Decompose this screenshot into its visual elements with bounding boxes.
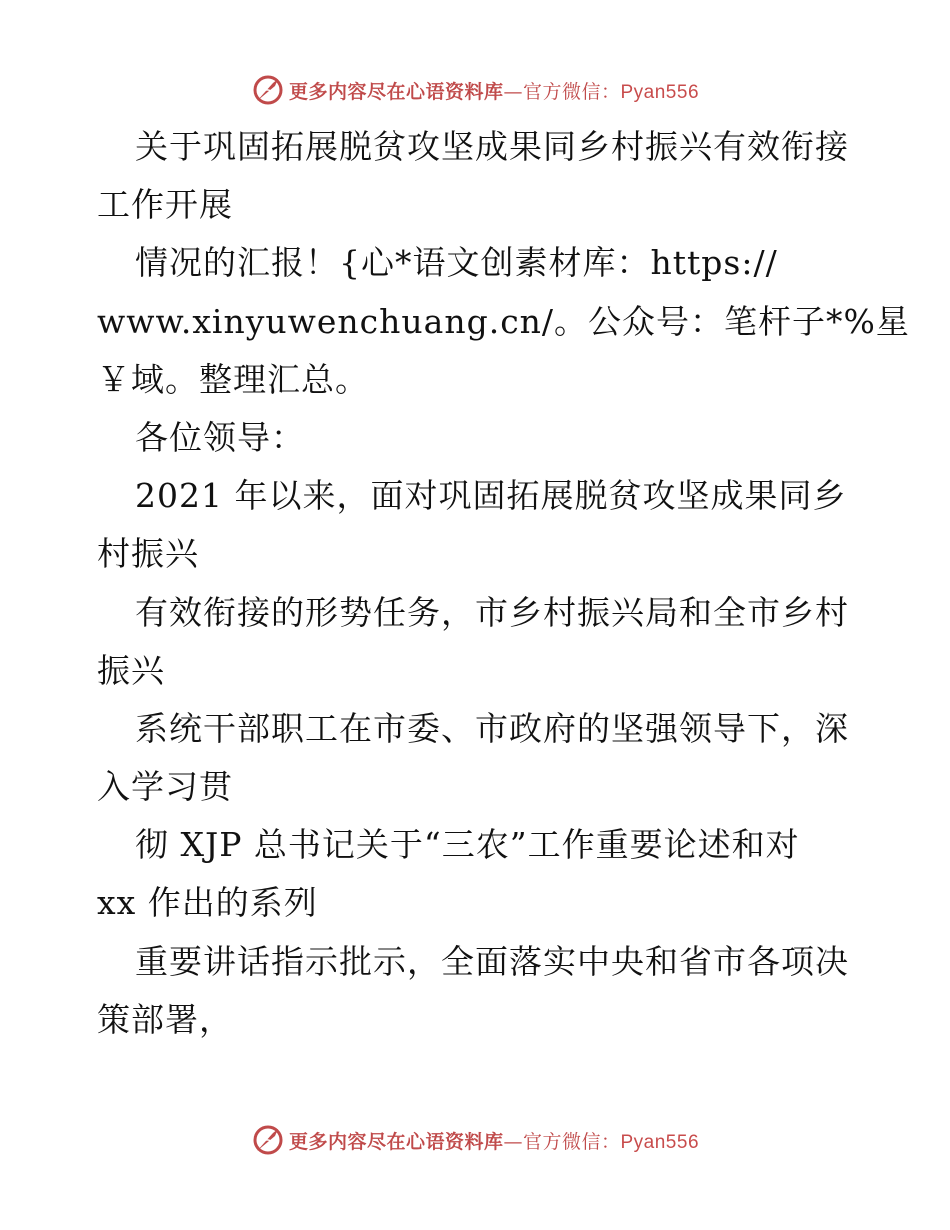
banner-separator: —	[503, 1130, 523, 1153]
text-line: 策部署，	[97, 999, 233, 1039]
text-line: www.xinyuwenchuang.cn/。公众号：笔杆子*%星	[97, 301, 910, 341]
banner-separator: —	[503, 80, 523, 103]
banner-title: 更多内容尽在心语资料库	[288, 1130, 504, 1153]
text-line: 工作开展	[97, 185, 233, 225]
footer-banner	[0, 1120, 950, 1160]
banner-wechat-id: Pyan556	[620, 81, 700, 103]
text-line: 有效衔接的形势任务，市乡村振兴局和全市乡村	[135, 592, 849, 632]
text-line: 重要讲话指示批示，全面落实中央和省市各项决	[135, 941, 849, 981]
text-line: 关于巩固拓展脱贫攻坚成果同乡村振兴有效衔接	[135, 127, 849, 166]
document-body	[97, 118, 910, 1049]
text-line: xx 作出的系列	[97, 883, 318, 923]
header-banner	[0, 70, 950, 110]
text-line: ￥域。整理汇总。	[97, 359, 369, 399]
text-line: 各位领导：	[135, 417, 305, 457]
text-line: 系统干部职工在市委、市政府的坚强领导下，深	[135, 708, 849, 748]
quill-logo-icon	[251, 73, 285, 107]
banner-wechat-label: 官方微信：	[522, 80, 621, 103]
text-line: 情况的汇报！{心*语文创素材库：https://	[135, 243, 778, 283]
banner-wechat-label: 官方微信：	[522, 1130, 621, 1153]
text-line: 村振兴	[97, 534, 199, 574]
text-line: 振兴	[97, 650, 165, 690]
text-line: 2021 年以来，面对巩固拓展脱贫攻坚成果同乡	[135, 476, 847, 516]
banner-wechat-id: Pyan556	[620, 1131, 700, 1153]
text-line: 彻 XJP 总书记关于“三农”工作重要论述和对	[135, 825, 800, 865]
banner-title: 更多内容尽在心语资料库	[288, 80, 504, 103]
quill-logo-icon	[251, 1123, 285, 1157]
text-line: 入学习贯	[97, 767, 233, 807]
